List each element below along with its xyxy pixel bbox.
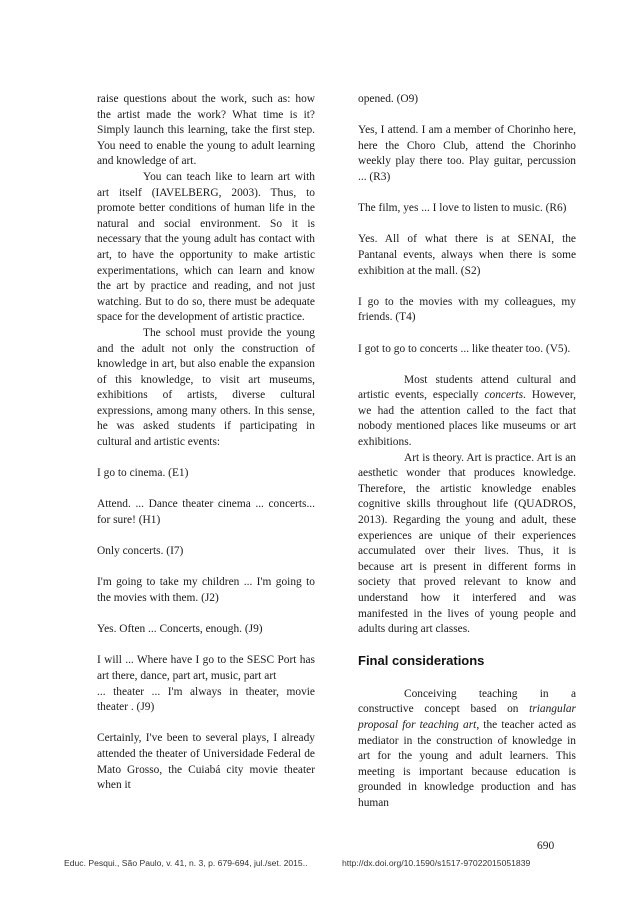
student-quote: I got to go to concerts ... like theater too. (V5). [358,342,571,355]
student-quote: The film, yes ... I love to listen to music. (R6) [358,202,567,215]
paragraph: The school must provide the young and the adult not only the construction of knowledge in art, but also enable the expansion of this knowledge, to visit art museums, exhibitions of artists, diverse cultural expressions, among many others. In this sense, he was asked students if participating in cultural and artistic events: [97,326,315,449]
paragraph: Art is theory. Art is practice. Art is an aesthetic wonder that produces knowledge. Therefore, the artistic knowledge enables cognitive skills throughout life (QUADROS, 2013). Regarding the young and adult, these experiences are unique of their experiences accumulated over their lives. Thus, it is because art is present in different forms in society that proved relevant to know and understand how it interfered and was manifested in the lives of young people and adults during art classes. [358,451,576,636]
student-quote-continued: ... theater ... I'm always in theater, movie theater . (J9) [97,685,315,714]
student-quote: Only concerts. (I7) [97,545,184,558]
student-quote: I go to the movies with my colleagues, my friends. (T4) [358,295,576,324]
student-quote: Attend. ... Dance theater cinema ... concerts... for sure! (H1) [97,498,315,527]
paragraph-text: Conceiving teaching in a constructive concept based on [358,687,576,716]
page-number: 690 [537,840,555,852]
section-heading: Final considerations [358,652,485,668]
paragraph-text: Most students attend cultural and artistic events, especially [358,373,576,402]
paragraph [358,687,576,812]
paragraph: You can teach like to learn art with art itself (IAVELBERG, 2003). Thus, to promote better conditions of human life in the natural and social environment. So it is necessary that the young adult has contact with art, to have the opportunity to make artistic experimentations, which can learn and know the art by practice and reading, and not just watching. But to do so, there must be adequate space for the development of artistic practice. [97,170,315,324]
student-quote: Yes. All of what there is at SENAI, the Pantanal events, always when there is some exhibition at the mall. (S2) [358,233,576,277]
paragraph: raise questions about the work, such as: how the artist made the work? What time is it? Simply launch this learning, take the first step. You need to enable the young to adult learning and knowledge of art. [97,93,315,168]
left-column [97,92,315,794]
paragraph-text: . However, we had the attention called to the fact that nobody mentioned places like museums or art exhibitions. [358,389,576,449]
student-quote: I'm going to take my children ... I'm going to the movies with them. (J2) [97,576,315,604]
student-quote-continued: opened. (O9) [358,93,419,105]
student-quote: Certainly, I've been to several plays, I already attended the theater of Universidade Federal de Mato Grosso, the Cuiabá city movie theater when it [97,732,315,792]
student-quote: I go to cinema. (E1) [97,467,189,480]
emphasis-text: concerts [484,389,524,402]
student-quote: I will ... Where have I go to the SESC Port has art there, dance, part art, music, part art [97,654,315,682]
right-column [358,92,576,812]
emphasis-text: triangular proposal for teaching art [358,703,576,731]
student-quote: Yes, I attend. I am a member of Chorinho here, here the Choro Club, attend the Chorinho weekly play there too. Play guitar, percussion ... (R3) [358,124,576,183]
paragraph [358,373,576,451]
footer-doi-link[interactable]: http://dx.doi.org/10.1590/s1517-97022015051839 [342,858,531,868]
footer-citation: Educ. Pesqui., São Paulo, v. 41, n. 3, p. 679-694, jul./set. 2015.. [64,858,308,868]
student-quote: Yes. Often ... Concerts, enough. (J9) [97,623,263,636]
paragraph-text: , the teacher acted as mediator in the construction of knowledge in art for the young and adult learners. This meeting is important because education is grounded in knowledge production and has human [358,718,577,809]
